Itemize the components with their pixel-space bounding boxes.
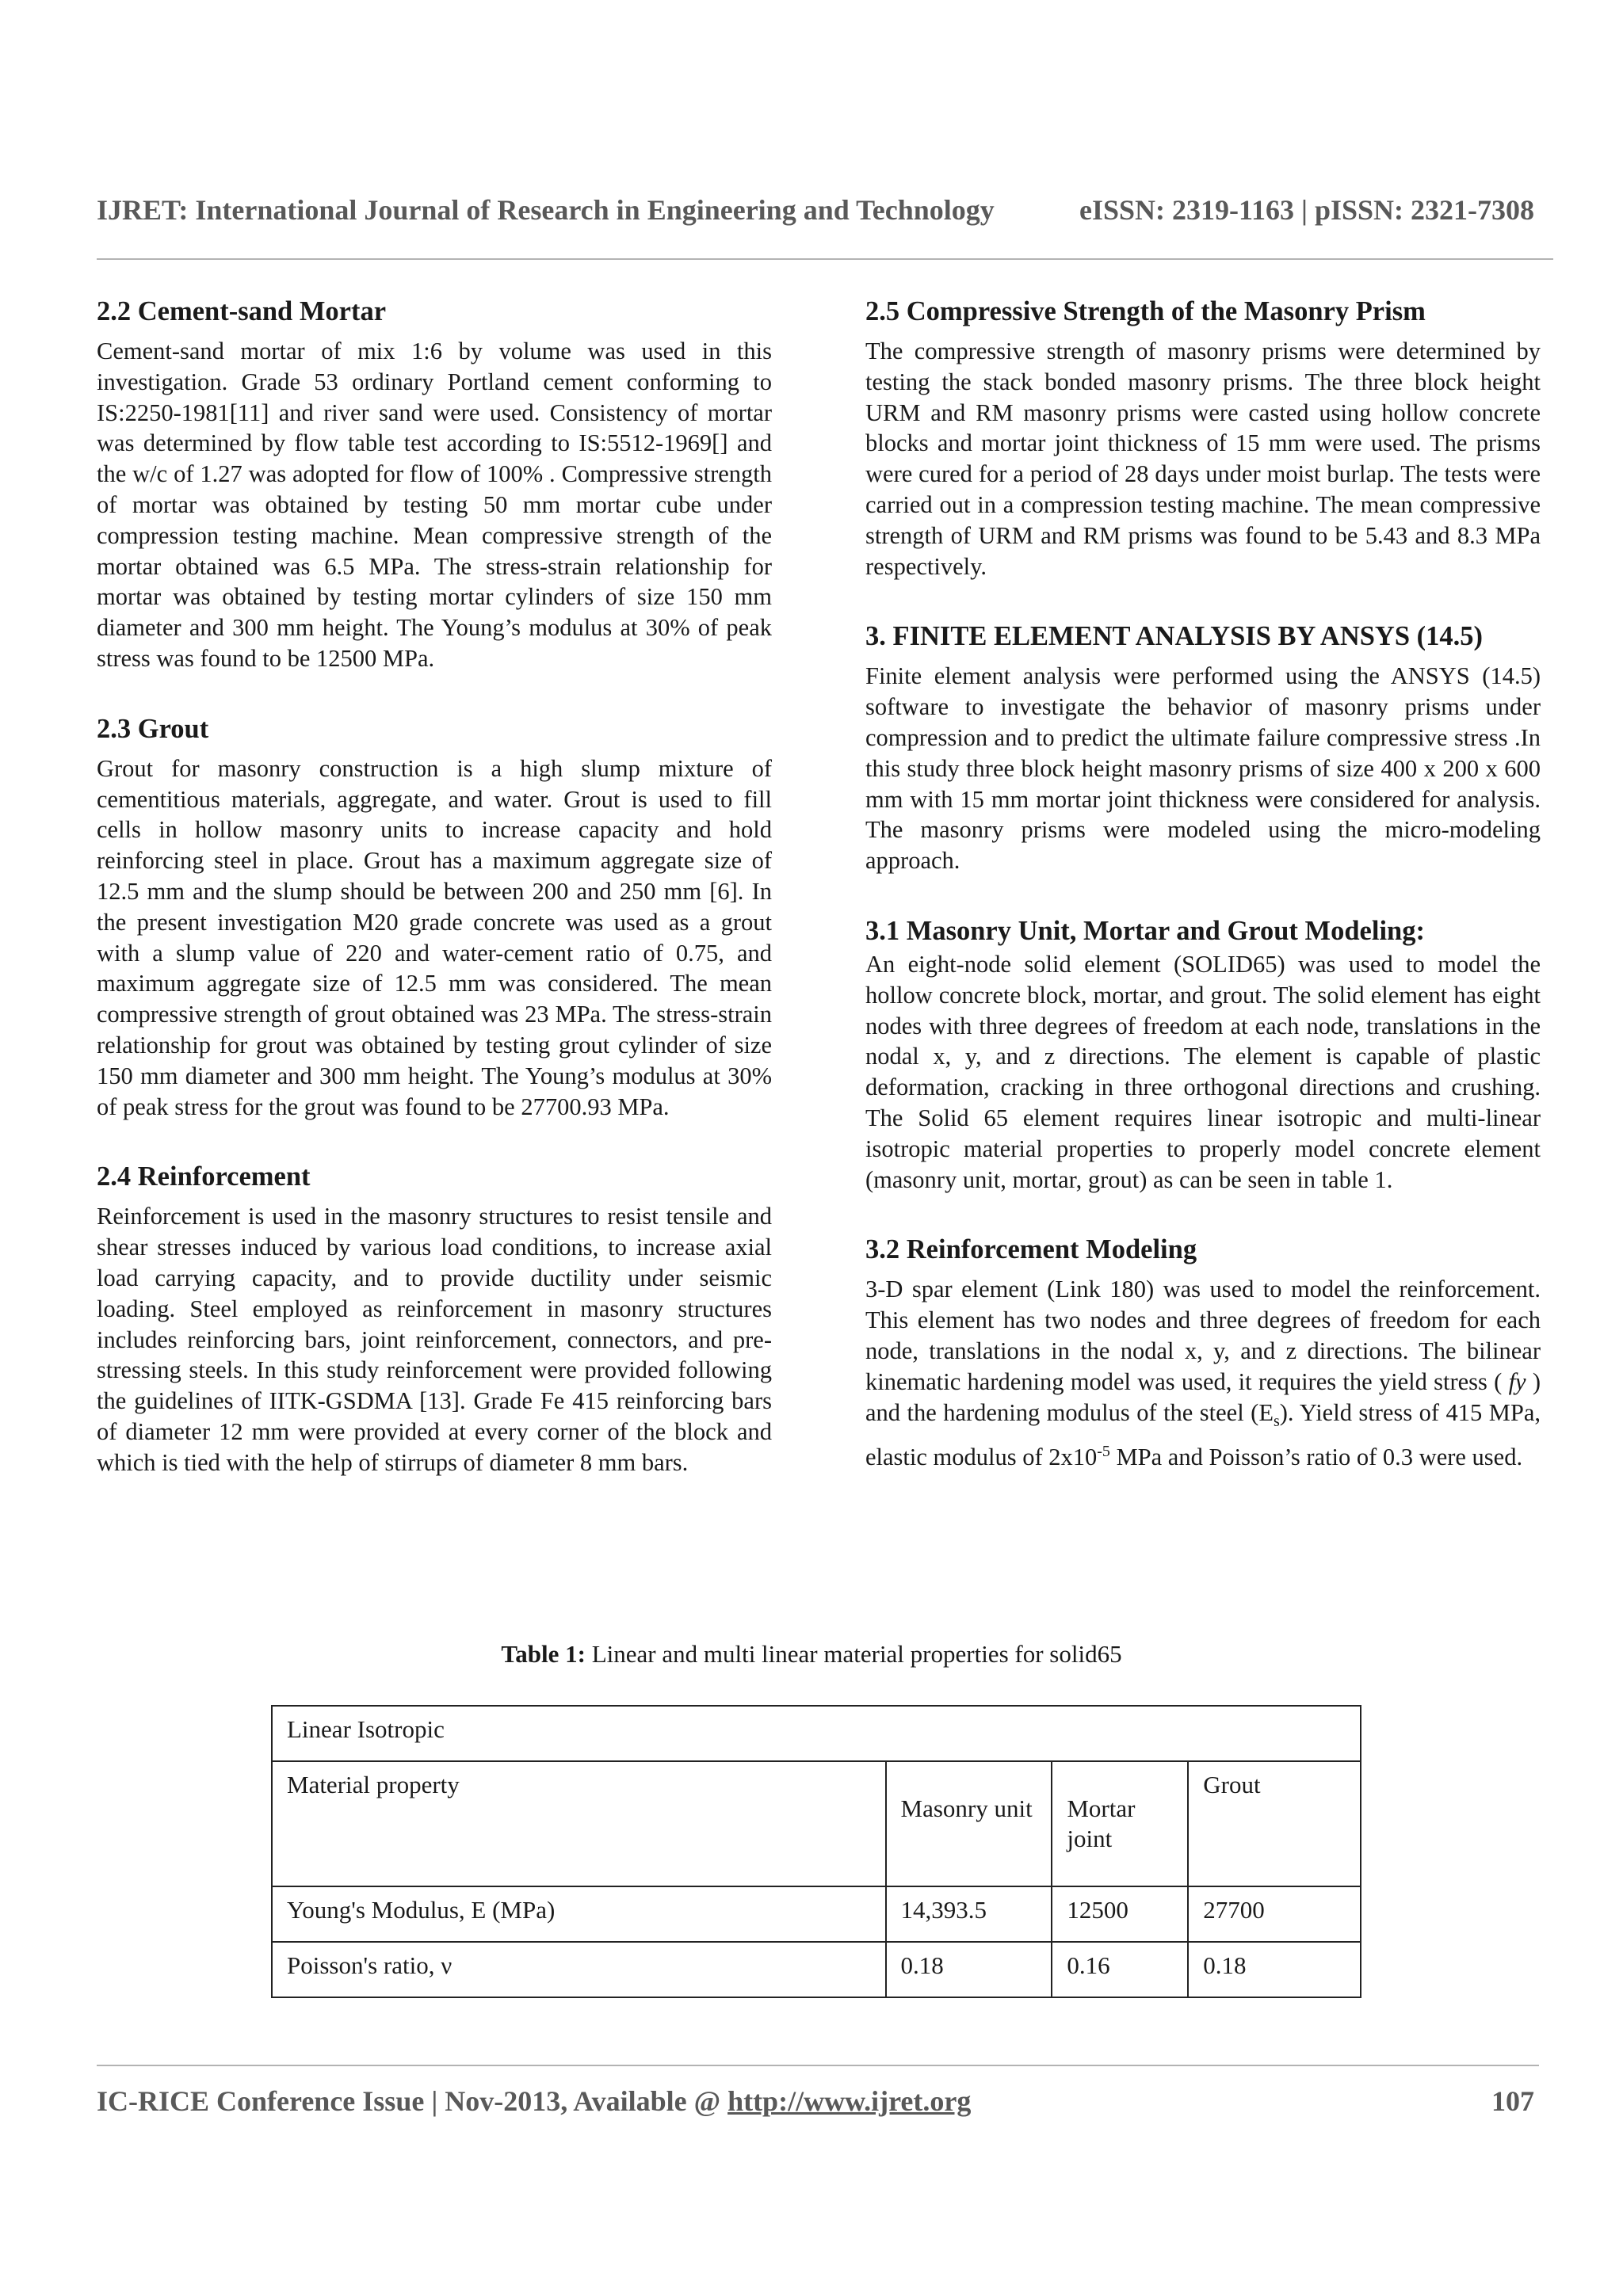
fy-symbol: fy bbox=[1508, 1367, 1526, 1395]
table-cell: Young's Modulus, E (MPa) bbox=[272, 1886, 886, 1942]
left-column bbox=[97, 293, 772, 1478]
table-group-header-row bbox=[272, 1706, 1361, 1761]
issn-info: eISSN: 2319-1163 | pISSN: 2321-7308 bbox=[1079, 194, 1534, 226]
section-3-title: 3. FINITE ELEMENT ANALYSIS BY ANSYS (14.5) bbox=[865, 621, 1484, 652]
section-2-2-text: Cement-sand mortar of mix 1:6 by volume was used in this investigation. Grade 53 ordinary Portland cement conforming to IS:2250-1981[11] and river sand were used. Consistency of mortar was determined by flow table test according to IS:5512-1969[] and the w/c of 1.27 was adopted for flow of 100% . Compressive strength of mortar was obtained by testing 50 mm mortar cube under compression testing machine. Mean compressive strength of the mortar obtained was 6.5 MPa. The stress-strain relationship for mortar was obtained by testing mortar cylinders of size 150 mm diameter and 300 mm height. The Young’s modulus at 30% of peak stress was found to be 12500 MPa. bbox=[97, 338, 772, 672]
material-properties-table bbox=[271, 1705, 1361, 1998]
table-row bbox=[272, 1886, 1361, 1942]
page-number: 107 bbox=[1491, 2085, 1534, 2117]
section-3-text: Finite element analysis were performed using the ANSYS (14.5) software to investigate the behavior of masonry prisms under compression and to predict the ultimate failure compressive stress .In this study three block height masonry prisms of size 400 x 200 x 600 mm with 15 mm mortar joint thickness were considered for analysis. The masonry prisms were modeled using the micro-modeling approach. bbox=[865, 662, 1541, 875]
footer-text: IC-RICE Conference Issue | Nov-2013, Available @ http://www.ijret.org bbox=[97, 2085, 972, 2117]
section-2-3-text: Grout for masonry construction is a high slump mixture of cementitious materials, aggregate, and water. Grout is used to fill cells in hollow masonry units to increase capacity and hold reinforcing steel in place. Grout has a maximum aggregate size of 12.5 mm and the slump should be between 200 and 250 mm [6]. In the present investigation M20 grade concrete was used as a grout with a slump value of 220 and water-cement ratio of 0.75, and maximum aggregate size of 12.5 mm was considered. The mean compressive strength of grout obtained was 23 MPa. The stress-strain relationship for grout was obtained by testing grout cylinder of size 150 mm diameter and 300 mm height. The Young’s modulus at 30% of peak stress for the grout was found to be 27700.93 MPa. bbox=[97, 754, 772, 1120]
section-2-5-title: 2.5 Compressive Strength of the Masonry Prism bbox=[865, 296, 1426, 326]
section-2-3-title: 2.3 Grout bbox=[97, 713, 209, 744]
table-cell: 14,393.5 bbox=[886, 1886, 1052, 1942]
section-3-1-title: 3.1 Masonry Unit, Mortar and Grout Modeling: bbox=[865, 915, 1425, 946]
header-cell: Masonry unit bbox=[886, 1761, 1052, 1886]
section-2-5-text: The compressive strength of masonry prisms were determined by testing the stack bonded masonry prisms. The three block height URM and RM masonry prisms were casted using hollow concrete blocks and mortar joint thickness of 15 mm were used. The prisms were cured for a period of 28 days under moist burlap. The tests were carried out in a compression testing machine. The mean compressive strength of URM and RM prisms was found to be 5.43 and 8.3 MPa respectively. bbox=[865, 338, 1541, 580]
table-1-caption: Table 1: Linear and multi linear material properties for solid65 bbox=[501, 1640, 1122, 1668]
table-cell: 12500 bbox=[1052, 1886, 1188, 1942]
right-column bbox=[865, 293, 1541, 1473]
section-2-4-text: Reinforcement is used in the masonry structures to resist tensile and shear stresses induced by various load conditions, to increase axial load carrying capacity, and to provide ductility under seismic loading. Steel employed as reinforcement in masonry structures includes reinforcing bars, joint reinforcement, connectors, and pre-stressing steels. In this study reinforcement were provided following the guidelines of IITK-GSDMA [13]. Grade Fe 415 reinforcing bars of diameter 12 mm were provided at every corner of the block and which is tied with the help of stirrups of diameter 8 mm bars. bbox=[97, 1203, 772, 1476]
group-header-cell: Linear Isotropic bbox=[272, 1706, 1361, 1761]
table-cell: Poisson's ratio, ν bbox=[272, 1942, 886, 1997]
table-cell: 0.18 bbox=[886, 1942, 1052, 1997]
section-3-2-title: 3.2 Reinforcement Modeling bbox=[865, 1234, 1197, 1265]
journal-title: IJRET: International Journal of Research in Engineering and Technology bbox=[97, 194, 995, 226]
header-cell: Material property bbox=[272, 1761, 886, 1886]
header-rule bbox=[97, 258, 1553, 260]
section-2-2-title: 2.2 Cement-sand Mortar bbox=[97, 296, 387, 326]
table-cell: 0.18 bbox=[1188, 1942, 1361, 1997]
table-cell: 0.16 bbox=[1052, 1942, 1188, 1997]
footer-rule bbox=[97, 2065, 1539, 2066]
table-cell: 27700 bbox=[1188, 1886, 1361, 1942]
table-row bbox=[272, 1942, 1361, 1997]
journal-link[interactable]: http://www.ijret.org bbox=[727, 2085, 972, 2117]
section-3-2-text: 3-D spar element (Link 180) was used to model the reinforcement. This element has two nodes and three degrees of freedom for each node, translations in the nodal x, y, and z directions. The bilinear kinematic hardening model was used, it requires the yield stress ( fy ) and the hardening modulus of the steel $(E_s)$. Yield stress of 415 MPa, elastic modulus of $2x10^{-5}$ MPa and Poisson’s ratio of 0.3 were used. bbox=[865, 1276, 1541, 1471]
section-2-4-title: 2.4 Reinforcement bbox=[97, 1161, 311, 1192]
header-cell: Mortar joint bbox=[1052, 1761, 1188, 1886]
table-header-row bbox=[272, 1761, 1361, 1886]
section-3-1-text: An eight-node solid element (SOLID65) was used to model the hollow concrete block, mortar, and grout. The solid element has eight nodes with three degrees of freedom at each node, translations in the nodal x, y, and z directions. The element is capable of plastic deformation, cracking in three orthogonal directions and crushing. The Solid 65 element requires linear isotropic and multi-linear isotropic material properties to properly model concrete element (masonry unit, mortar, grout) as can be seen in table 1. bbox=[865, 950, 1541, 1193]
header-cell: Grout bbox=[1188, 1761, 1361, 1886]
